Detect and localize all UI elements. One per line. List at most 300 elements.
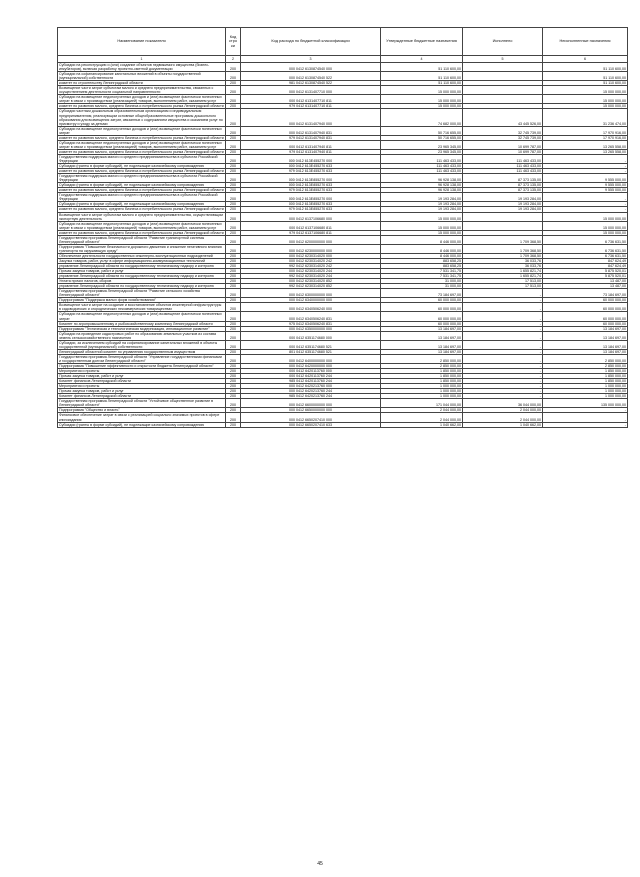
row-approved-cell: 19 193 284,00 (381, 193, 463, 202)
row-executed-cell: 2 044 000,00 (463, 408, 543, 413)
row-line-cell: 200 (226, 399, 241, 408)
row-name-cell: Государственная программа Ленинградской области "Развитие сельского хозяйства Ленинградской области" (58, 289, 226, 298)
row-name-cell: Субсидии, за исключением субсидий на софинансирование капитальных вложений в объекты государственной (муниципальной) собственности (58, 340, 226, 349)
table-row (58, 154, 628, 163)
row-name-cell: Возмещение части затрат субъектам малого и среднего предпринимательства, связанных с осуществлением деятельности социальной направленности (58, 86, 226, 95)
row-name-cell: Подпрограмма "Поддержка малых форм хозяйствования" (58, 298, 226, 303)
row-approved-cell: 73 184 697,00 (381, 289, 463, 298)
row-executed-cell: 32 745 739,00 (463, 135, 543, 140)
row-name-cell: управление Ленинградской области по государственному техническому надзору и контролю (58, 274, 226, 279)
row-executed-cell: - (463, 326, 543, 331)
row-approved-cell: 31 000,00 (381, 279, 463, 284)
row-line-cell: 200 (226, 235, 241, 244)
row-executed-cell: 17 513,00 (463, 279, 543, 284)
row-approved-cell: 1 850 000,00 (381, 374, 463, 379)
column-number: 3 (241, 56, 381, 63)
row-remaining-cell: - (543, 164, 628, 169)
row-name-cell: Субсидии (гранты в форме субсидий), не подлежащие казначейскому сопровождению (58, 164, 226, 169)
row-remaining-cell: 15 000 000,00 (543, 95, 628, 104)
row-approved-cell: 23 965 345,00 (381, 140, 463, 149)
row-remaining-cell: 13 184 697,00 (543, 331, 628, 340)
row-code-cell: 000 0412 6400000000 000 (241, 354, 381, 363)
row-line-cell: 200 (226, 126, 241, 135)
row-line-cell: 200 (226, 154, 241, 163)
table-row (58, 354, 628, 363)
row-executed-cell: - (463, 331, 543, 340)
table-row (58, 86, 628, 95)
row-remaining-cell: 15 000 000,00 (543, 230, 628, 235)
row-line-cell: 200 (226, 164, 241, 169)
row-approved-cell: 1 850 000,00 (381, 369, 463, 374)
row-code-cell: 981 0412 6130874540 522 (241, 81, 381, 86)
header-expense-code: Код расхода по бюджетной классификации (241, 28, 381, 56)
row-line-cell: 200 (226, 389, 241, 394)
row-line-cell: 200 (226, 284, 241, 289)
row-name-cell: Субсидии на возмещение недополученных доходов и (или) возмещение фактически понесенных затрат (58, 312, 226, 321)
row-code-cell: 000 0412 6131407940 000 (241, 109, 381, 126)
row-code-cell: 000 0412 6650207410 000 (241, 413, 381, 422)
row-code-cell: 992 0412 6230314020 852 (241, 284, 381, 289)
row-approved-cell: 2 850 000,00 (381, 354, 463, 363)
row-approved-cell: 15 000 000,00 (381, 230, 463, 235)
row-remaining-cell: 73 184 697,00 (543, 289, 628, 298)
row-code-cell: 979 0412 6131407710 811 (241, 104, 381, 109)
row-code-cell: 000 0412 6420113760 244 (241, 374, 381, 379)
row-name-cell: Мероприятия и проекты (58, 369, 226, 374)
row-approved-cell: 15 000 000,00 (381, 86, 463, 95)
row-name-cell: Комитет по агропромышленному и рыбохозяйственному комплексу Ленинградской области (58, 321, 226, 326)
row-remaining-cell: 15 000 000,00 (543, 212, 628, 221)
row-approved-cell: 60 000 000,00 (381, 321, 463, 326)
row-remaining-cell: 1 000 000,00 (543, 384, 628, 389)
row-executed-cell: 10 699 787,00 (463, 140, 543, 149)
row-approved-cell: 7 531 341,75 (381, 274, 463, 279)
row-code-cell: 979 0412 613Е455270 633 (241, 169, 381, 174)
row-remaining-cell: 60 000 000,00 (543, 303, 628, 312)
row-name-cell: Мероприятия и проекты (58, 384, 226, 389)
row-executed-cell: 36 033,76 (463, 264, 543, 269)
row-executed-cell: 43 445 526,00 (463, 109, 543, 126)
row-name-cell: Субсидии на софинансирование капитальных вложений в объекты государственной (муниципальной) собственности (58, 72, 226, 81)
row-code-cell: 000 0412 6230314020 852 (241, 279, 381, 284)
row-code-cell: 000 0412 6131407940 811 (241, 140, 381, 149)
row-code-cell: 000 0412 6230314020 000 (241, 253, 381, 258)
row-executed-cell: 87 373 135,00 (463, 183, 543, 188)
row-remaining-cell: 13 184 697,00 (543, 349, 628, 354)
row-executed-cell: 1 655 821,74 (463, 274, 543, 279)
row-line-cell: 200 (226, 312, 241, 321)
row-line-cell: 200 (226, 394, 241, 399)
row-remaining-cell: 17 970 916,00 (543, 126, 628, 135)
row-remaining-cell: 17 970 916,00 (543, 135, 628, 140)
row-approved-cell: 60 000 000,00 (381, 298, 463, 303)
row-name-cell: Субсидии (гранты в форме субсидий), не подлежащие казначейскому сопровождению (58, 422, 226, 427)
row-executed-cell: - (463, 349, 543, 354)
row-name-cell: Государственная программа Ленинградской области "Управление государственными финансами и государственным долгом Ленинградской области" (58, 354, 226, 363)
column-number: 4 (381, 56, 463, 63)
row-name-cell: Подпрограмма "Общество и власть" (58, 408, 226, 413)
row-line-cell: 200 (226, 212, 241, 221)
header-row (58, 28, 628, 56)
row-executed-cell: - (463, 389, 543, 394)
row-approved-cell: 13 184 697,00 (381, 326, 463, 331)
table-body (58, 63, 628, 428)
row-name-cell: Уплата прочих налогов, сборов (58, 279, 226, 284)
row-code-cell: 975 0412 6340506240 831 (241, 321, 381, 326)
row-line-cell: 200 (226, 174, 241, 183)
row-executed-cell: 36 044 000,00 (463, 399, 543, 408)
row-line-cell: 200 (226, 303, 241, 312)
row-name-cell: Субсидии на возмещение недополученных доходов и (или) возмещение фактически понесенных затрат в связи с производством (реализацией) товаров, выполнением работ, оказанием услуг (58, 95, 226, 104)
row-approved-cell: 2 044 000,00 (381, 408, 463, 413)
row-approved-cell: 111 463 433,00 (381, 154, 463, 163)
row-code-cell: 000 0412 6230314020 244 (241, 269, 381, 274)
row-name-cell: комитет по строительству Ленинградской области (58, 81, 226, 86)
row-remaining-cell: 15 000 000,00 (543, 86, 628, 95)
row-executed-cell: - (463, 303, 543, 312)
row-executed-cell: - (463, 394, 543, 399)
row-name-cell: Субсидии на возмещение недополученных доходов и (или) возмещение фактически понесенных затрат (58, 126, 226, 135)
row-line-cell: 200 (226, 221, 241, 230)
row-line-cell: 200 (226, 109, 241, 126)
row-approved-cell: 19 193 284,00 (381, 207, 463, 212)
row-name-cell: управление Ленинградской области по государственному техническому надзору и контролю (58, 284, 226, 289)
row-line-cell: 200 (226, 298, 241, 303)
table-row (58, 109, 628, 126)
row-code-cell: 979 0412 613Е855270 633 (241, 207, 381, 212)
row-line-cell: 200 (226, 258, 241, 263)
row-remaining-cell: 13 265 558,00 (543, 149, 628, 154)
row-line-cell: 200 (226, 331, 241, 340)
row-executed-cell: - (463, 374, 543, 379)
row-remaining-cell: 15 000 000,00 (543, 104, 628, 109)
row-remaining-cell: 13 184 697,00 (543, 326, 628, 331)
row-name-cell: Прочая закупка товаров, работ и услуг (58, 269, 226, 274)
row-line-cell: 200 (226, 95, 241, 104)
row-line-cell: 200 (226, 135, 241, 140)
row-executed-cell (463, 95, 543, 104)
row-code-cell: 000 0412 6351174680 521 (241, 340, 381, 349)
row-remaining-cell: 5 875 520,01 (543, 269, 628, 274)
row-line-cell: 200 (226, 193, 241, 202)
row-remaining-cell: 6 736 631,50 (543, 253, 628, 258)
row-approved-cell: 60 000 000,00 (381, 303, 463, 312)
row-code-cell: 979 0412 6131407940 831 (241, 135, 381, 140)
table-row (58, 340, 628, 349)
row-name-cell: управление Ленинградской области по государственному техническому надзору и контролю (58, 264, 226, 269)
table-row (58, 193, 628, 202)
row-line-cell: 200 (226, 374, 241, 379)
row-line-cell: 200 (226, 274, 241, 279)
row-name-cell: Государственная программа Ленинградской области "Развитие транспортной системы Ленинградской области" (58, 235, 226, 244)
row-approved-cell: 60 000 000,00 (381, 312, 463, 321)
row-name-cell: Государственная программа Ленинградской области "Устойчивое общественное развитие в Ленинградской области" (58, 399, 226, 408)
table-row (58, 235, 628, 244)
row-code-cell: 000 0412 6131407710 000 (241, 86, 381, 95)
row-approved-cell: 8 446 000,00 (381, 244, 463, 253)
row-code-cell: 992 0412 6230314020 242 (241, 264, 381, 269)
row-line-cell: 200 (226, 149, 241, 154)
row-executed-cell: - (463, 289, 543, 298)
row-line-cell: 200 (226, 63, 241, 72)
row-executed-cell: 32 745 739,00 (463, 126, 543, 135)
row-remaining-cell: - (543, 154, 628, 163)
row-executed-cell: 10 699 787,00 (463, 149, 543, 154)
row-name-cell: комитет по развитию малого, среднего бизнеса и потребительского рынка Ленинградской области (59, 207, 224, 212)
row-line-cell: 200 (226, 408, 241, 413)
row-line-cell: 200 (226, 413, 241, 422)
row-remaining-cell: - (543, 193, 628, 202)
row-executed-cell: - (463, 364, 543, 369)
row-remaining-cell: 51 110 600,00 (543, 81, 628, 86)
row-line-cell: 200 (226, 364, 241, 369)
row-code-cell: 000 0412 6230314020 242 (241, 258, 381, 263)
header-executed: Исполнено (463, 28, 543, 56)
row-approved-cell: 51 110 600,00 (381, 72, 463, 81)
row-name-cell: комитет по развитию малого, среднего бизнеса и потребительского рынка Ленинградской области (59, 230, 224, 235)
row-executed-cell: - (463, 321, 543, 326)
row-approved-cell: 883 658,25 (381, 258, 463, 263)
row-executed-cell: 1 709 368,50 (463, 253, 543, 258)
budget-table-sheet (57, 27, 627, 428)
row-line-cell: 200 (226, 384, 241, 389)
row-code-cell: 000 0412 6420213760 244 (241, 389, 381, 394)
row-approved-cell: 13 184 697,00 (381, 340, 463, 349)
header-approved: Утвержденные бюджетные назначения (381, 28, 463, 56)
row-approved-cell: 2 850 000,00 (381, 364, 463, 369)
row-name-cell: Обеспечение деятельности государственных инженерно-эксплуатационных подразделений (58, 253, 226, 258)
row-executed-cell: 111 463 433,00 (463, 169, 543, 174)
row-approved-cell: 15 000 000,00 (381, 212, 463, 221)
row-remaining-cell: 1 850 000,00 (543, 379, 628, 384)
row-remaining-cell: 2 850 000,00 (543, 354, 628, 363)
row-remaining-cell: 847 624,49 (543, 258, 628, 263)
row-line-cell: 200 (226, 340, 241, 349)
row-name-cell: Закупка товаров, работ, услуг в сфере информационно-коммуникационных технологий (58, 258, 226, 263)
column-number-row (58, 56, 628, 63)
row-code-cell: 985 0412 6420113760 244 (241, 379, 381, 384)
row-remaining-cell: - (543, 169, 628, 174)
row-line-cell: 200 (226, 379, 241, 384)
row-executed-cell (463, 72, 543, 81)
row-remaining-cell: 51 110 600,00 (543, 63, 628, 72)
row-executed-cell: 1 655 821,74 (463, 269, 543, 274)
row-remaining-cell: 2 850 000,00 (543, 364, 628, 369)
row-remaining-cell: 1 850 000,00 (543, 374, 628, 379)
row-approved-cell: 74 682 000,00 (381, 109, 463, 126)
row-line-cell: 200 (226, 72, 241, 81)
table-row (58, 212, 628, 221)
row-line-cell: 200 (226, 289, 241, 298)
row-approved-cell: 19 193 284,00 (381, 202, 463, 207)
row-executed-cell: 36 033,76 (463, 258, 543, 263)
row-approved-cell: 50 716 655,00 (381, 126, 463, 135)
row-executed-cell (463, 212, 543, 221)
row-executed-cell: 17 513,00 (463, 284, 543, 289)
row-remaining-cell: 13 487,00 (543, 279, 628, 284)
row-code-cell: 000 0412 6340000000 000 (241, 298, 381, 303)
row-code-cell: 000 0412 6650000000 000 (241, 408, 381, 413)
table-row (58, 221, 628, 230)
table-row (58, 140, 628, 149)
row-executed-cell: - (463, 340, 543, 349)
row-code-cell: 000 0412 6351174680 000 (241, 331, 381, 340)
row-executed-cell: 1 040 662,00 (463, 422, 543, 427)
row-name-cell: Субсидии (гранты в форме субсидий), не подлежащие казначейскому сопровождению (58, 202, 226, 207)
row-executed-cell: 19 193 284,00 (463, 207, 543, 212)
row-approved-cell: 883 658,25 (381, 264, 463, 269)
row-approved-cell: 111 463 433,00 (381, 169, 463, 174)
row-code-cell: 000 0412 613Е855270 633 (241, 202, 381, 207)
row-line-cell: 200 (226, 202, 241, 207)
row-line-cell: 200 (226, 354, 241, 363)
row-remaining-cell: 13 487,00 (543, 284, 628, 289)
row-executed-cell: 1 709 368,50 (463, 235, 543, 244)
row-name-cell: Комитет финансов Ленинградской области (58, 379, 226, 384)
row-code-cell: 000 0412 613Е455270 633 (241, 164, 381, 169)
row-code-cell: 000 0412 613Е855270 000 (241, 193, 381, 202)
row-name-cell: Государственная поддержка малого и среднего предпринимательства в субъектах Российской Федерации (58, 193, 226, 202)
row-remaining-cell: 51 110 600,00 (543, 72, 628, 81)
row-remaining-cell: 5 875 520,01 (543, 274, 628, 279)
row-name-cell: Прочая закупка товаров, работ и услуг (58, 374, 226, 379)
row-approved-cell: 15 000 000,00 (381, 104, 463, 109)
row-approved-cell: 96 928 138,00 (381, 188, 463, 193)
page-number: 45 (317, 861, 323, 867)
row-approved-cell: 1 000 000,00 (381, 394, 463, 399)
row-executed-cell: 87 373 135,00 (463, 174, 543, 183)
row-remaining-cell: 13 184 697,00 (543, 340, 628, 349)
row-name-cell: комитет по развитию малого, среднего бизнеса и потребительского рынка Ленинградской области (59, 104, 224, 109)
row-line-cell: 200 (226, 279, 241, 284)
table-row (58, 331, 628, 340)
row-code-cell: 000 0412 6350000000 000 (241, 326, 381, 331)
row-remaining-cell: 60 000 000,00 (543, 321, 628, 326)
row-approved-cell: 7 531 341,75 (381, 269, 463, 274)
row-code-cell: 992 0412 6230314020 244 (241, 274, 381, 279)
row-executed-cell: - (463, 369, 543, 374)
row-code-cell: 000 0412 613Е855270 000 (241, 174, 381, 183)
header-remaining: Неисполненные назначения (543, 28, 628, 56)
row-executed-cell: 111 463 433,00 (463, 164, 543, 169)
row-approved-cell: 51 110 600,00 (381, 81, 463, 86)
row-remaining-cell: 15 000 000,00 (543, 221, 628, 230)
row-code-cell: 000 0412 6420113760 000 (241, 369, 381, 374)
row-line-cell: 200 (226, 230, 241, 235)
row-remaining-cell: 135 000 000,00 (543, 399, 628, 408)
table-row (58, 63, 628, 72)
table-row (58, 174, 628, 183)
row-name-cell: комитет по развитию малого, среднего бизнеса и потребительского рынка Ленинградской области (59, 169, 224, 174)
row-remaining-cell: 9 555 000,00 (543, 188, 628, 193)
row-name-cell: комитет по развитию малого, среднего бизнеса и потребительского рынка Ленинградской области (59, 135, 224, 140)
row-code-cell: 000 0412 6131407710 811 (241, 95, 381, 104)
row-executed-cell: 87 373 135,00 (463, 188, 543, 193)
row-executed-cell (463, 63, 543, 72)
table-row (58, 399, 628, 408)
row-remaining-cell: 13 265 558,00 (543, 140, 628, 149)
row-approved-cell: 1 040 662,00 (381, 422, 463, 427)
table-row (58, 95, 628, 104)
row-code-cell: 000 0412 6340506240 000 (241, 303, 381, 312)
row-name-cell: Государственная поддержка малого и среднего предпринимательства в субъектах Российской Федерации (58, 174, 226, 183)
row-code-cell: 985 0412 6420213760 244 (241, 394, 381, 399)
row-approved-cell: 31 000,00 (381, 284, 463, 289)
row-executed-cell: 2 044 000,00 (463, 413, 543, 422)
row-code-cell: 979 0412 613Е855270 633 (241, 188, 381, 193)
row-approved-cell: 50 716 655,00 (381, 135, 463, 140)
row-remaining-cell: - (543, 202, 628, 207)
row-executed-cell (463, 221, 543, 230)
row-code-cell: 000 0412 6130874540 000 (241, 63, 381, 72)
table-row (58, 72, 628, 81)
row-remaining-cell: 31 236 474,00 (543, 109, 628, 126)
row-executed-cell: - (463, 298, 543, 303)
row-name-cell: Подпрограмма "Повышение эффективности и открытости бюджета Ленинградской области" (58, 364, 226, 369)
row-name-cell: комитет по развитию малого, среднего бизнеса и потребительского рынка Ленинградской области (59, 149, 224, 154)
row-code-cell: 000 0412 6650207410 633 (241, 422, 381, 427)
row-name-cell: Финансовое обеспечение затрат в связи с реализацией социально значимых проектов в сфере книгоиздания (58, 413, 226, 422)
row-remaining-cell: 1 000 000,00 (543, 389, 628, 394)
row-remaining-cell: 6 736 631,50 (543, 244, 628, 253)
row-line-cell: 200 (226, 207, 241, 212)
row-line-cell: 200 (226, 422, 241, 427)
row-remaining-cell: - (543, 207, 628, 212)
row-line-cell: 200 (226, 140, 241, 149)
row-line-cell: 200 (226, 244, 241, 253)
row-remaining-cell: 1 000 000,00 (543, 394, 628, 399)
row-remaining-cell: - (543, 422, 628, 427)
row-remaining-cell: 60 000 000,00 (543, 298, 628, 303)
row-remaining-cell: - (543, 408, 628, 413)
row-code-cell: 000 0412 6130874540 522 (241, 72, 381, 81)
row-executed-cell: 19 193 284,00 (463, 202, 543, 207)
row-code-cell: 979 0412 6137106680 811 (241, 230, 381, 235)
row-name-cell: комитет по развитию малого, среднего бизнеса и потребительского рынка Ленинградской области (59, 188, 224, 193)
row-line-cell: 200 (226, 86, 241, 95)
row-name-cell: Подпрограмма "Повышение безопасности дорожного движения и снижение негативного влияния транспорта на окружающую среду" (58, 244, 226, 253)
row-line-cell: 200 (226, 369, 241, 374)
row-code-cell: 000 0412 6131407940 831 (241, 126, 381, 135)
row-line-cell: 200 (226, 253, 241, 258)
column-number: 5 (463, 56, 543, 63)
header-indicator-name: Наименование показателя (58, 28, 226, 56)
column-number: 6 (543, 56, 628, 63)
table-row (58, 422, 628, 427)
row-approved-cell: 96 928 138,00 (381, 174, 463, 183)
row-code-cell: 000 0412 613Е855270 633 (241, 183, 381, 188)
row-line-cell: 200 (226, 269, 241, 274)
row-approved-cell: 51 110 600,00 (381, 63, 463, 72)
row-line-cell: 200 (226, 81, 241, 86)
row-approved-cell: 96 928 138,00 (381, 183, 463, 188)
row-code-cell: 000 0412 6420000000 000 (241, 364, 381, 369)
row-name-cell: Субсидии на возмещение недополученных доходов и (или) возмещение фактически понесенных затрат в связи с производством (реализацией) товаров, выполнением работ, оказанием услуг (58, 140, 226, 149)
row-executed-cell: 19 193 284,00 (463, 193, 543, 202)
row-line-cell: 200 (226, 326, 241, 331)
table-row (58, 289, 628, 298)
row-name-cell: Субсидии на возмещение недополученных доходов и (или) возмещение фактически понесенных затрат в связи с производством (реализацией) товаров, выполнением работ, оказанием услуг (58, 221, 226, 230)
row-approved-cell: 13 184 697,00 (381, 349, 463, 354)
row-approved-cell: 1 000 000,00 (381, 384, 463, 389)
row-name-cell: Субсидии частным дошкольным образовательным организациям и индивидуальным предпринимателям, реализующим основные общеобразовательные программы дошкольного образования для возмещения затрат, связанных с содержанием имущества и оказанием услуг по присмотру и уходу за детьми (58, 109, 226, 126)
header-line-code: Код стро ки (226, 28, 241, 56)
row-name-cell: Ленинградский областной комитет по управлению государственным имуществом (58, 349, 226, 354)
row-executed-cell: 111 463 433,00 (463, 154, 543, 163)
row-executed-cell: - (463, 379, 543, 384)
row-remaining-cell: 9 555 000,00 (543, 183, 628, 188)
row-approved-cell: 13 184 697,00 (381, 331, 463, 340)
